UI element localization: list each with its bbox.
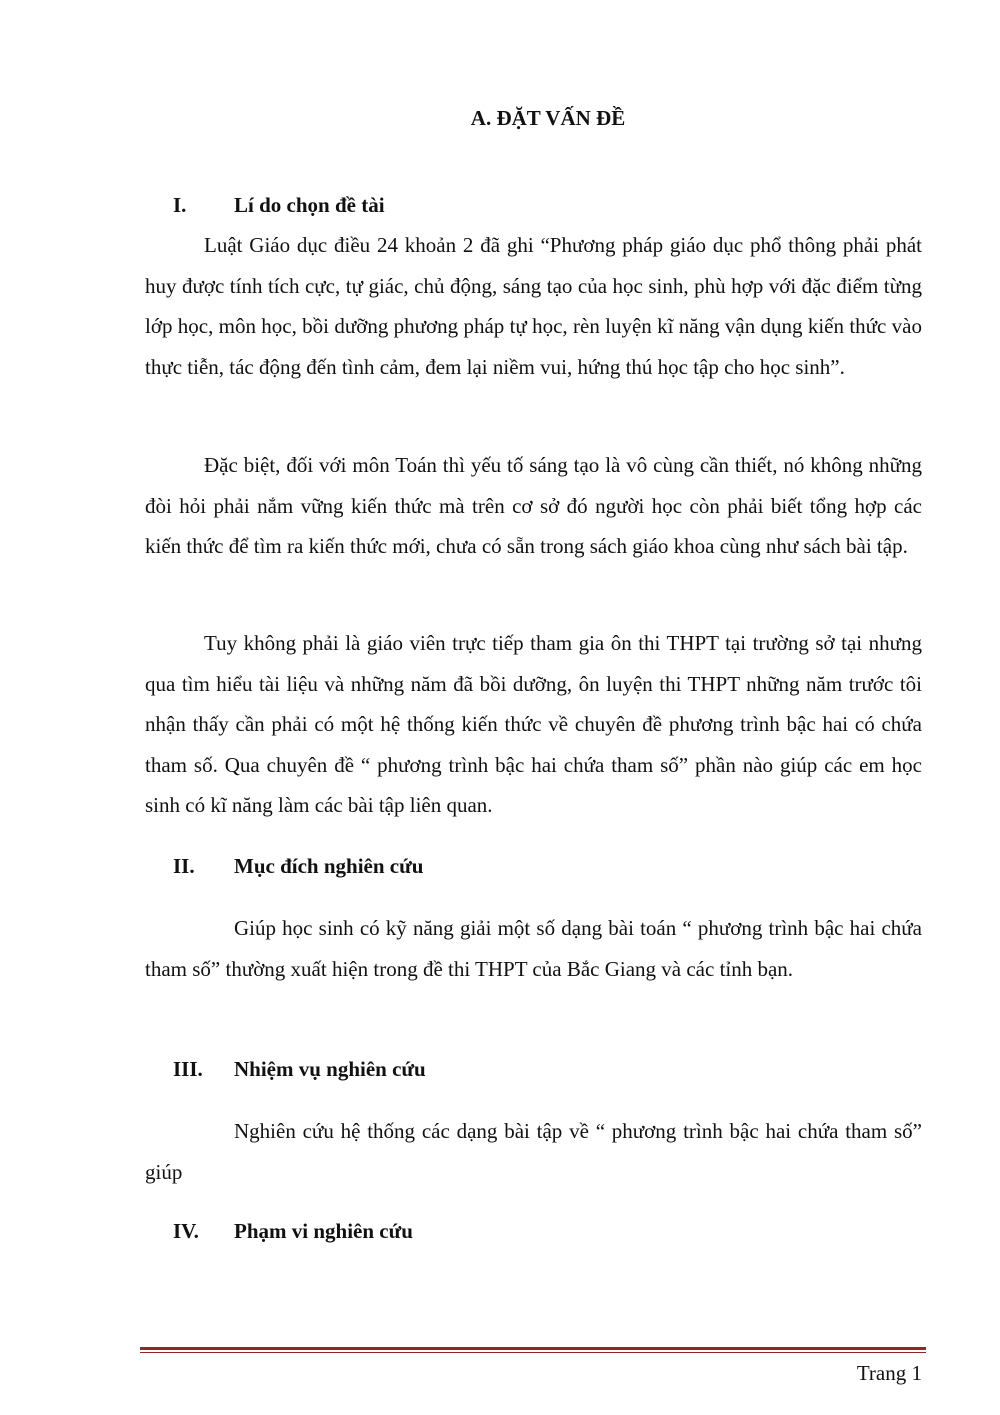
section-number: III. (173, 1057, 203, 1081)
section-heading-4 (173, 1217, 413, 1245)
paragraph: Tuy không phải là giáo viên trực tiếp tham gia ôn thi THPT tại trường sở tại nhưng qua tìm hiểu tài liệu và những năm đã bồi dưỡng, ôn luyện thi THPT những năm trước tôi nhận thấy cần phải có một hệ thống kiến thức về chuyên đề phương trình bậc hai có chứa tham số. Qua chuyên đề “ phương trình bậc hai chứa tham số” phần nào giúp các em học sinh có kĩ năng làm các bài tập liên quan. (145, 631, 922, 817)
section-title: Mục đích nghiên cứu (234, 854, 424, 878)
paragraph: Luật Giáo dục điều 24 khoản 2 đã ghi “Phương pháp giáo dục phổ thông phải phát huy được tính tích cực, tự giác, chủ động, sáng tạo của học sinh, phù hợp với đặc điểm từng lớp học, môn học, bồi dưỡng phương pháp tự học, rèn luyện kĩ năng vận dụng kiến thức vào thực tiễn, tác động đến tình cảm, đem lại niềm vui, hứng thú học tập cho học sinh”. (145, 233, 922, 379)
footer-divider (140, 1347, 926, 1350)
section-number: I. (173, 193, 187, 217)
section-title: Lí do chọn đề tài (234, 193, 385, 217)
paragraph: Giúp học sinh có kỹ năng giải một số dạng bài toán “ phương trình bậc hai chứa tham số” thường xuất hiện trong đề thi THPT của Bắc Giang và các tỉnh bạn. (145, 916, 922, 981)
section-title: Phạm vi nghiên cứu (234, 1219, 413, 1243)
section-title: Nhiệm vụ nghiên cứu (234, 1057, 426, 1081)
paragraph: Nghiên cứu hệ thống các dạng bài tập về “ phương trình bậc hai chứa tham số” giúp (145, 1119, 922, 1184)
section-number: IV. (173, 1219, 199, 1243)
footer-divider-thin (140, 1352, 926, 1353)
section-number: II. (173, 854, 195, 878)
section-heading-2 (173, 852, 423, 880)
section-heading-3 (173, 1055, 426, 1083)
page-number: Trang 1 (856, 1361, 922, 1385)
document-title: A. ĐẶT VẤN ĐỀ (470, 106, 626, 130)
paragraph: Đặc biệt, đối với môn Toán thì yếu tố sáng tạo là vô cùng cần thiết, nó không những đòi hỏi phải nắm vững kiến thức mà trên cơ sở đó người học còn phải biết tổng hợp các kiến thức để tìm ra kiến thức mới, chưa có sẵn trong sách giáo khoa cùng như sách bài tập. (145, 453, 922, 558)
section-heading-1 (173, 191, 385, 219)
